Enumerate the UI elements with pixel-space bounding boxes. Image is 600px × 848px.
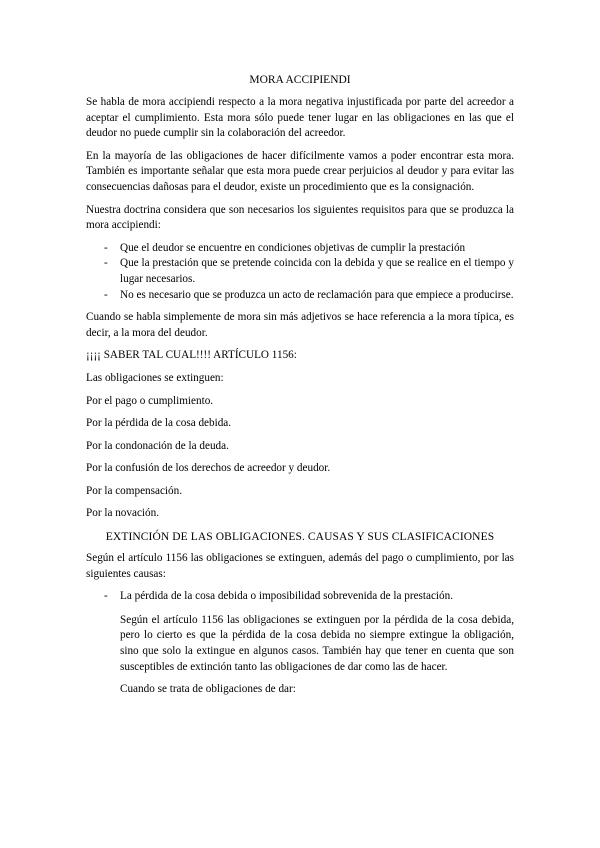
paragraph-section-intro: Según el artículo 1156 las obligaciones se extinguen, además del pago o cumplimiento, por las siguientes causas: bbox=[86, 552, 514, 580]
list-item bbox=[86, 288, 514, 304]
paragraph-cause-detail: Según el artículo 1156 las obligaciones se extinguen por la pérdida de la cosa debida, pero lo cierto es que la pérdida de la cosa debida no siempre extingue la obligación, sino que solo la extingue en algunos casos. También hay que tener en cuenta que son susceptibles de extinción tanto las obligaciones de dar como las de hacer. bbox=[120, 613, 514, 673]
causes-list bbox=[86, 589, 514, 605]
paragraph-requirements-intro: Nuestra doctrina considera que son necesarios los siguientes requisitos para que se produzca la mora accipiendi: bbox=[86, 203, 514, 232]
dash-bullet: - bbox=[104, 288, 108, 301]
list-item bbox=[86, 256, 514, 287]
paragraph-definition: Se habla de mora accipiendi respecto a la mora negativa injustificada por parte del acreedor a aceptar el cumplimiento. Esta mora sólo puede tener lugar en las obligaciones en las que el deudor no puede cumplir sin la colaboración del acreedor. bbox=[86, 96, 514, 140]
list-item-text: No es necesario que se produzca un acto de reclamación para que empiece a producirse. bbox=[120, 288, 514, 301]
article-line: Por la compensación. bbox=[86, 484, 183, 497]
list-item bbox=[86, 241, 514, 257]
list-item bbox=[86, 589, 514, 605]
article-line: Las obligaciones se extinguen: bbox=[86, 371, 224, 384]
section-heading: EXTINCIÓN DE LAS OBLIGACIONES. CAUSAS Y SUS CLASIFICACIONES bbox=[105, 531, 495, 544]
list-item-text: Que el deudor se encuentre en condiciones objetivas de cumplir la prestación bbox=[120, 241, 466, 254]
paragraph-mora-tipica: Cuando se habla simplemente de mora sin más adjetivos se hace referencia a la mora típica, es decir, a la mora del deudor. bbox=[86, 311, 514, 339]
article-heading: ¡¡¡¡ SABER TAL CUAL!!!! ARTÍCULO 1156: bbox=[86, 349, 297, 362]
article-line: Por la condonación de la deuda. bbox=[86, 439, 229, 452]
dash-bullet: - bbox=[104, 241, 108, 254]
article-line: Por la novación. bbox=[86, 507, 160, 520]
article-line: Por el pago o cumplimiento. bbox=[86, 394, 214, 407]
list-item-text: La pérdida de la cosa debida o imposibilidad sobrevenida de la prestación. bbox=[120, 590, 454, 603]
list-item-text: Que la prestación que se pretende coincida con la debida y que se realice en el tiempo y lugar necesarios. bbox=[120, 257, 514, 285]
dash-bullet: - bbox=[104, 590, 108, 603]
requirements-list bbox=[86, 241, 514, 303]
article-line: Por la pérdida de la cosa debida. bbox=[86, 417, 232, 430]
paragraph-cause-detail-2: Cuando se trata de obligaciones de dar: bbox=[120, 683, 296, 696]
document-title: MORA ACCIPIENDI bbox=[249, 74, 351, 86]
paragraph-obligations-hacer: En la mayoría de las obligaciones de hacer difícilmente vamos a poder encontrar esta mora. También es importante señalar que esta mora puede crear perjuicios al deudor y para evitar las consecuencias dañosas para el deudor, existe un procedimiento que es la consignación. bbox=[86, 149, 514, 193]
article-line: Por la confusión de los derechos de acreedor y deudor. bbox=[86, 462, 331, 475]
dash-bullet: - bbox=[104, 257, 108, 270]
